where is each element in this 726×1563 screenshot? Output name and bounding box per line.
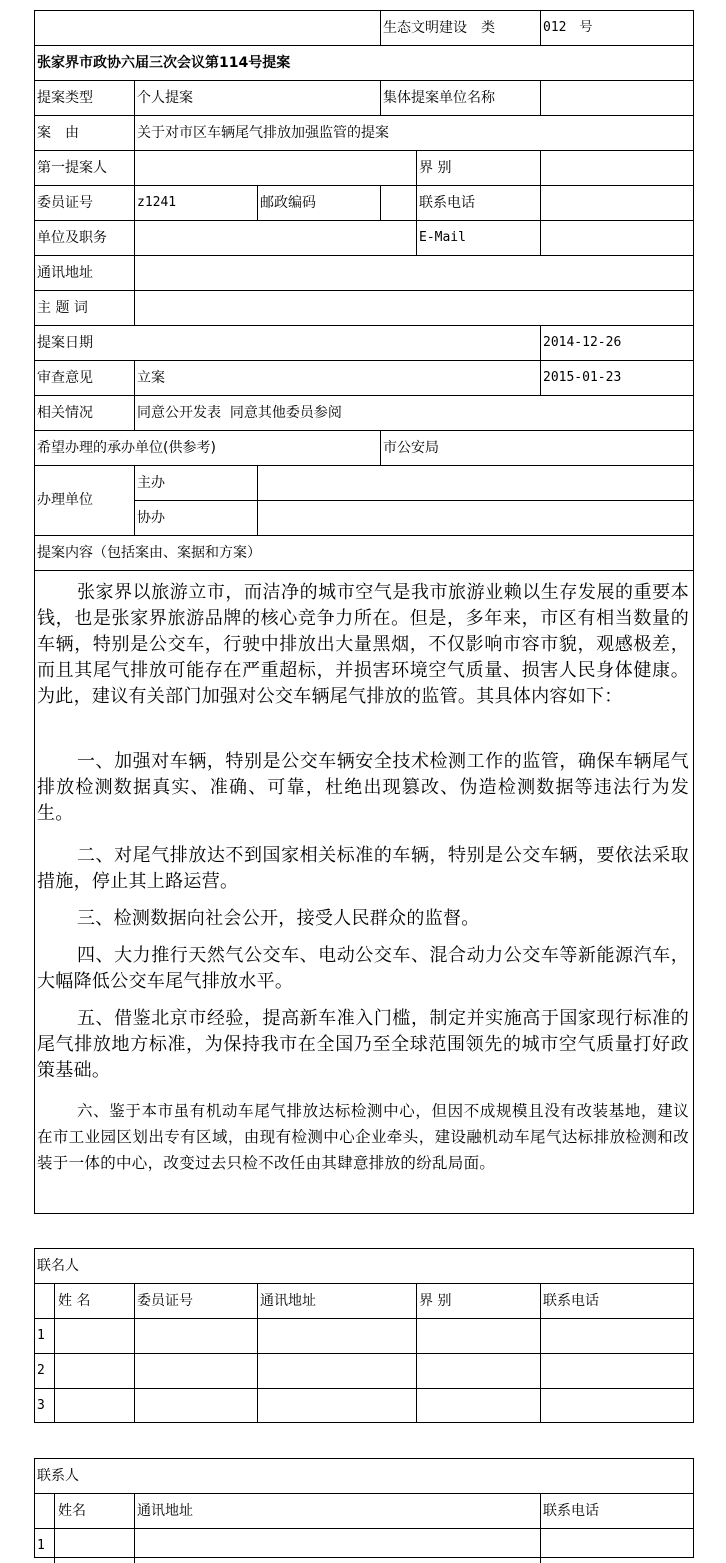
cosigners-row-number: 2 — [37, 1363, 45, 1378]
row-rule — [34, 325, 694, 326]
expected-unit-value: 市公安局 — [383, 440, 439, 456]
row-rule — [34, 1318, 694, 1319]
content-paragraph: 二、对尾气排放达不到国家相关标准的车辆，特别是公交车辆，要依法采取措施，停止其上路运营。 — [37, 845, 689, 892]
row-rule — [34, 290, 694, 291]
sector-label: 界 别 — [419, 160, 452, 176]
col-rule — [540, 1493, 541, 1563]
row-rule — [34, 1493, 694, 1494]
content-paragraph: 六、鉴于本市虽有机动车尾气排放达标检测中心，但因不成规模且没有改装基地，建议在市工业园区划出专有区域，由现有检测中心企业牵头，建设融机动车尾气达标排放检测和改装于一体的中心，改变过去只检不改任由其肆意排放的纷乱局面。 — [37, 1102, 689, 1172]
type-value: 个人提案 — [137, 90, 193, 106]
col-rule — [257, 465, 258, 535]
row-rule — [34, 45, 694, 46]
review-date: 2015-01-23 — [543, 370, 622, 385]
row-rule — [34, 395, 694, 396]
postcode-label: 邮政编码 — [260, 195, 316, 211]
handler-assist-label: 协办 — [137, 510, 165, 526]
row-rule — [34, 255, 694, 256]
cosigners-header-address: 通讯地址 — [260, 1293, 316, 1309]
content-paragraph: 张家界以旅游立市，而洁净的城市空气是我市旅游业赖以生存发展的重要本钱，也是张家界旅游品牌的核心竞争力所在。但是，多年来，市区有相当数量的车辆，特别是公交车，行驶中排放出大量黑烟，不仅影响市容市貌，观感极差，而且其尾气排放可能存在严重超标，并损害环境空气质量、损害人民身体健康。为此，建议有关部门加强对公交车辆尾气排放的监管。其具体内容如下： — [37, 582, 689, 707]
content-paragraph: 五、借鉴北京市经验，提高新车准入门槛，制定并实施高于国家现行标准的尾气排放地方标准，为保持我市在全国乃至全球范围领先的城市空气质量打好政策基础。 — [37, 1008, 689, 1081]
row-rule — [34, 185, 694, 186]
contacts-header-phone: 联系电话 — [543, 1503, 599, 1519]
row-rule — [134, 500, 694, 501]
review-label: 审查意见 — [37, 370, 93, 386]
col-rule — [134, 115, 135, 150]
category-label: 生态文明建设 类 — [383, 20, 495, 36]
row-rule — [34, 1388, 694, 1389]
reason-value: 关于对市区车辆尾气排放加强监管的提案 — [137, 125, 389, 141]
cosigners-row-number: 1 — [37, 1328, 45, 1343]
col-rule — [134, 1283, 135, 1423]
cosigners-title: 联名人 — [37, 1258, 79, 1274]
col-rule — [540, 360, 541, 395]
col-rule — [540, 1283, 541, 1423]
address-label: 通讯地址 — [37, 265, 93, 281]
group-unit-label: 集体提案单位名称 — [383, 90, 495, 106]
cosigners-table — [34, 1248, 694, 1423]
col-rule — [134, 185, 135, 220]
related-label: 相关情况 — [37, 405, 93, 421]
row-rule — [34, 1283, 694, 1284]
content-label: 提案内容（包括案由、案据和方案） — [37, 545, 261, 561]
row-rule — [34, 360, 694, 361]
row-rule — [34, 535, 694, 536]
row-rule — [34, 1353, 694, 1354]
date-label: 提案日期 — [37, 335, 93, 351]
content-paragraph: 一、加强对车辆，特别是公交车辆安全技术检测工作的监管，确保车辆尾气排放检测数据真实、准确、可靠，杜绝出现篡改、伪造检测数据等违法行为发生。 — [37, 751, 689, 824]
row-rule — [34, 570, 694, 571]
col-rule — [540, 185, 541, 220]
col-rule — [380, 430, 381, 465]
row-rule — [34, 115, 694, 116]
col-rule — [134, 1493, 135, 1563]
contacts-header-address: 通讯地址 — [137, 1503, 193, 1519]
col-rule — [540, 150, 541, 185]
cosigners-header-name: 姓 名 — [58, 1293, 91, 1309]
row-rule — [34, 220, 694, 221]
handler-label: 办理单位 — [37, 492, 93, 508]
col-rule — [540, 80, 541, 115]
col-rule — [540, 325, 541, 360]
col-rule — [134, 150, 135, 185]
col-rule — [416, 1283, 417, 1423]
expected-unit-label: 希望办理的承办单位(供参考) — [37, 440, 216, 456]
related-value: 同意公开发表 同意其他委员参阅 — [137, 405, 342, 421]
col-rule — [416, 220, 417, 255]
col-rule — [416, 185, 417, 220]
col-rule — [54, 1283, 55, 1423]
col-rule — [54, 1493, 55, 1563]
col-rule — [416, 150, 417, 185]
cosigners-header-member-id: 委员证号 — [137, 1293, 193, 1309]
col-rule — [134, 255, 135, 325]
email-label: E-Mail — [419, 230, 466, 245]
content-paragraph: 三、检测数据向社会公开，接受人民群众的监督。 — [77, 908, 480, 929]
first-proposer-label: 第一提案人 — [37, 160, 107, 176]
row-rule — [34, 430, 694, 431]
type-label: 提案类型 — [37, 90, 93, 106]
handler-main-label: 主办 — [137, 475, 165, 491]
cosigners-row-number: 3 — [37, 1398, 45, 1413]
col-rule — [380, 10, 381, 45]
row-rule — [34, 465, 694, 466]
page-title: 张家界市政协六届三次会议第114号提案 — [37, 55, 291, 71]
phone-label: 联系电话 — [419, 195, 475, 211]
contacts-title: 联系人 — [37, 1468, 79, 1484]
contacts-header-name: 姓名 — [58, 1503, 86, 1519]
row-rule — [34, 1528, 694, 1529]
cosigners-header-sector: 界 别 — [419, 1293, 452, 1309]
unit-position-label: 单位及职务 — [37, 230, 107, 246]
col-rule — [134, 395, 135, 430]
proposal-number: 012 号 — [543, 20, 593, 35]
col-rule — [134, 360, 135, 395]
contacts-row-number: 1 — [37, 1538, 45, 1553]
col-rule — [134, 220, 135, 255]
col-rule — [257, 1283, 258, 1423]
col-rule — [134, 80, 135, 115]
row-rule — [34, 150, 694, 151]
review-value: 立案 — [137, 370, 165, 386]
keywords-label: 主 题 词 — [37, 300, 88, 316]
row-rule — [34, 80, 694, 81]
col-rule — [540, 220, 541, 255]
member-id-label: 委员证号 — [37, 195, 93, 211]
col-rule — [380, 185, 381, 220]
date-value: 2014-12-26 — [543, 335, 622, 350]
col-rule — [540, 10, 541, 45]
col-rule — [134, 465, 135, 535]
col-rule — [257, 185, 258, 220]
cosigners-header-phone: 联系电话 — [543, 1293, 599, 1309]
col-rule — [380, 80, 381, 115]
reason-label: 案 由 — [37, 125, 79, 141]
content-paragraph: 四、大力推行天然气公交车、电动公交车、混合动力公交车等新能源汽车，大幅降低公交车尾气排放水平。 — [37, 945, 689, 992]
member-id-value: z1241 — [137, 195, 177, 210]
